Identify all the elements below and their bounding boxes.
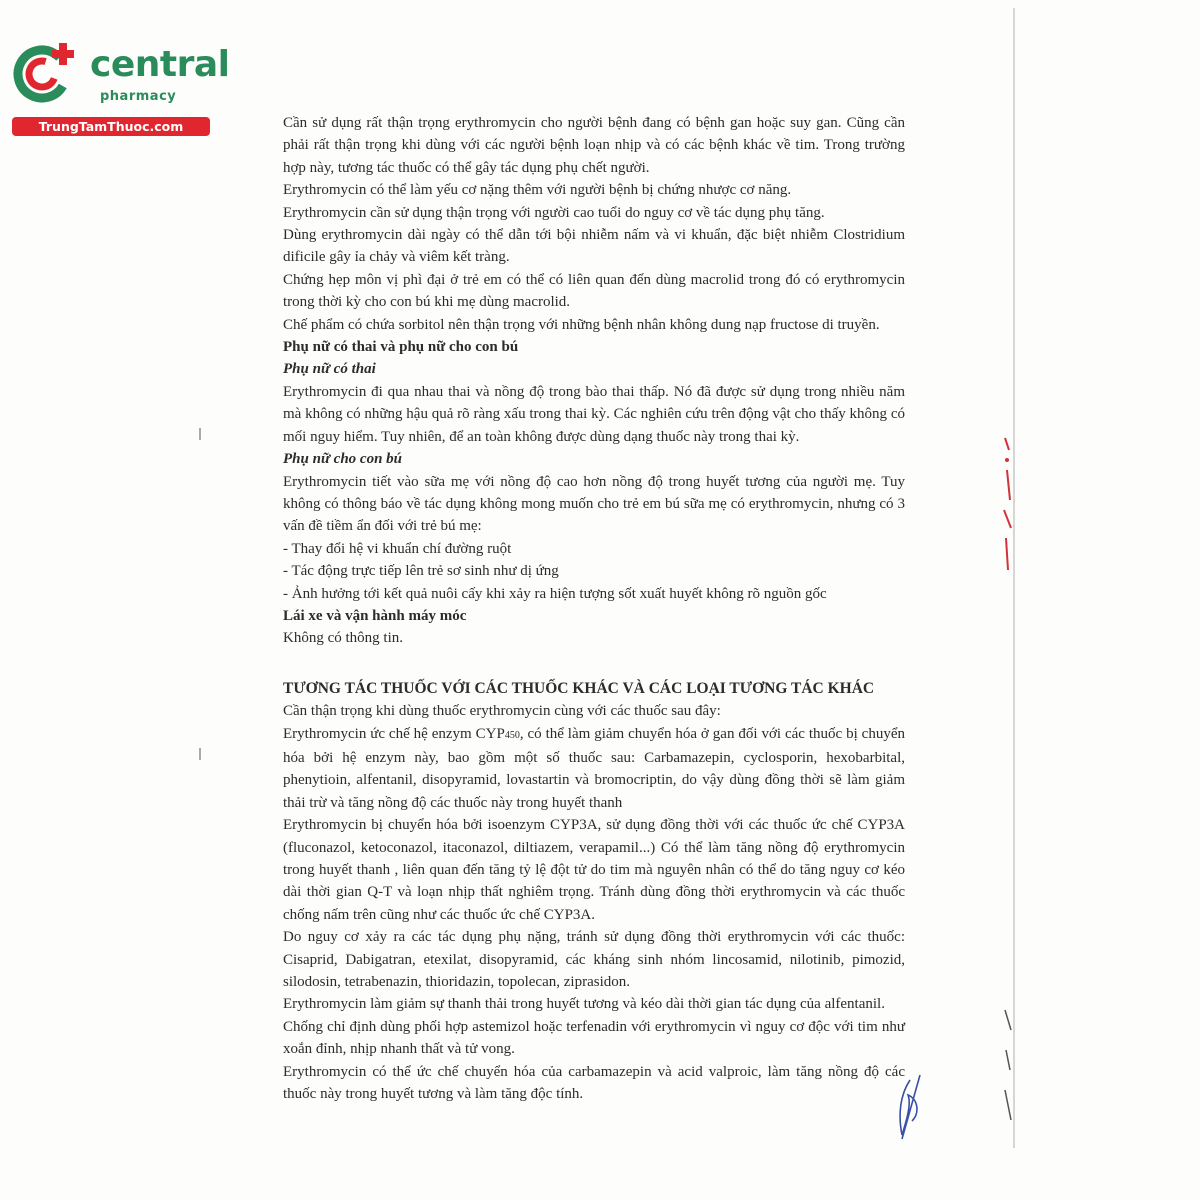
paragraph: Erythromycin cần sử dụng thận trọng với người cao tuổi do nguy cơ về tác dụng phụ tăng. — [283, 204, 825, 221]
margin-stamp-marks — [995, 430, 1025, 1150]
paragraph: Chống chỉ định dùng phối hợp astemizol hoặc terfenadin với erythromycin vì nguy cơ độc với tim như xoắn đỉnh, nhịp nhanh thất và tử vong. — [283, 1018, 905, 1058]
paragraph: Erythromycin đi qua nhau thai và nồng độ trong bào thai thấp. Nó đã được sử dụng trong nhiều năm mà không có những hậu quả rõ ràng xấu trong thai kỳ. Các nghiên cứu trên động vật cho thấy không có mối nguy hiểm. Tuy nhiên, để an toàn không được dùng dạng thuốc này trong thai kỳ. — [283, 383, 905, 445]
brand-tagline: pharmacy — [100, 89, 177, 104]
list-item: - Tác động trực tiếp lên trẻ sơ sinh như dị ứng — [283, 563, 559, 580]
paragraph — [283, 723, 905, 815]
paragraph: Erythromycin tiết vào sữa mẹ với nồng độ cao hơn nồng độ trong huyết tương của người mẹ. Tuy không có thông báo về tác dụng không mong muốn cho trẻ em bú sữa mẹ có erythromycin, nhưng có 3 vấn đề tiềm ẩn đối với trẻ bú mẹ: — [283, 473, 905, 535]
subheading-pregnant: Phụ nữ có thai — [283, 361, 376, 378]
paragraph: Cần thận trọng khi dùng thuốc erythromycin cùng với các thuốc sau đây: — [283, 703, 721, 720]
pharmacy-cross-logo-icon — [12, 38, 82, 108]
paragraph: Erythromycin có thể làm yếu cơ nặng thêm với người bệnh bị chứng nhược cơ năng. — [283, 182, 792, 199]
central-pharmacy-logo[interactable] — [12, 38, 230, 138]
paragraph: Chế phẩm có chứa sorbitol nên thận trọng với những bệnh nhân không dung nạp fructose di truyền. — [283, 316, 880, 333]
margin-tick — [199, 748, 201, 760]
paragraph: Erythromycin bị chuyển hóa bởi isoenzym CYP3A, sử dụng đồng thời với các thuốc ức chế CYP3A (fluconazol, ketoconazol, itaconazol, diltiazem, verapamil...) Có thể làm tăng nồng độ erythromycin trong huyết thanh , liên quan đến tăng tỷ lệ đột tử do tim mà nguyên nhân có thể do tăng nguy cơ kéo dài thời gian Q-T và loạn nhịp thất nghiêm trọng. Tránh dùng đồng thời erythromycin và các thuốc chống nấm trên cũng như các thuốc ức chế CYP3A. — [283, 817, 905, 923]
brand-website[interactable]: TrungTamThuoc.com — [12, 117, 210, 136]
section-heading-pregnancy: Phụ nữ có thai và phụ nữ cho con bú — [283, 339, 519, 356]
paragraph: Erythromycin có thể ức chế chuyển hóa của carbamazepin và acid valproic, làm tăng nồng độ các thuốc này trong huyết tương và làm tăng độc tính. — [283, 1063, 905, 1103]
signature-mark — [890, 1075, 930, 1145]
margin-tick — [199, 428, 201, 440]
brand-name: central — [90, 44, 230, 85]
section-title-interactions: TƯƠNG TÁC THUỐC VỚI CÁC THUỐC KHÁC VÀ CÁC LOẠI TƯƠNG TÁC KHÁC — [283, 679, 875, 697]
section-heading-driving: Lái xe và vận hành máy móc — [283, 607, 467, 624]
document-body — [283, 112, 905, 1105]
paragraph: Dùng erythromycin dài ngày có thể dẫn tới bội nhiễm nấm và vi khuẩn, đặc biệt nhiễm Clostridium dificile gây ỉa chảy và viêm kết tràng. — [283, 227, 905, 266]
list-item: - Thay đổi hệ vi khuẩn chí đường ruột — [283, 540, 512, 557]
paragraph: Cần sử dụng rất thận trọng erythromycin cho người bệnh đang có bệnh gan hoặc suy gan. Cũng cần phải rất thận trọng khi dùng với các người bệnh loạn nhịp và có các bệnh khác về tim. Trong trường hợp này, tương tác thuốc có thể gây tác dụng phụ chết người. — [283, 115, 905, 176]
paragraph-text: , có thể làm giảm chuyển hóa ở gan đối với các thuốc bị chuyển hóa bởi hệ enzym này, bao gồm một số thuốc sau: Carbamazepin, cyclosporin, hexobarbital, phenytioin, alfentanil, disopyramid, lovastartin và bromocriptin, do vậy dùng đồng thời sẽ làm giảm thải trừ và tăng nồng độ các thuốc này trong huyết thanh — [283, 725, 905, 811]
paragraph: Erythromycin làm giảm sự thanh thải trong huyết tương và kéo dài thời gian tác dụng của alfentanil. — [283, 996, 885, 1013]
paragraph: Chứng hẹp môn vị phì đại ở trẻ em có thể có liên quan đến dùng macrolid trong đó có erythromycin trong thời kỳ cho con bú khi mẹ dùng macrolid. — [283, 271, 905, 311]
paragraph: Không có thông tin. — [283, 630, 403, 647]
subheading-breastfeeding: Phụ nữ cho con bú — [283, 451, 403, 468]
paragraph-text: Erythromycin ức chế hệ enzym CYP — [283, 725, 505, 742]
list-item: - Ảnh hưởng tới kết quả nuôi cấy khi xảy ra hiện tượng sốt xuất huyết không rõ nguồn gốc — [283, 585, 827, 602]
paragraph: Do nguy cơ xảy ra các tác dụng phụ nặng, tránh sử dụng đồng thời erythromycin với các thuốc: Cisaprid, Dabigatran, etexilat, disopyramid, các kháng sinh nhóm lincosamid, nilotinib, pimozid, silodosin, tetrabenazin, thioridazin, topolecan, ziprasidon. — [283, 929, 905, 991]
subscript-text: 450 — [504, 729, 520, 741]
